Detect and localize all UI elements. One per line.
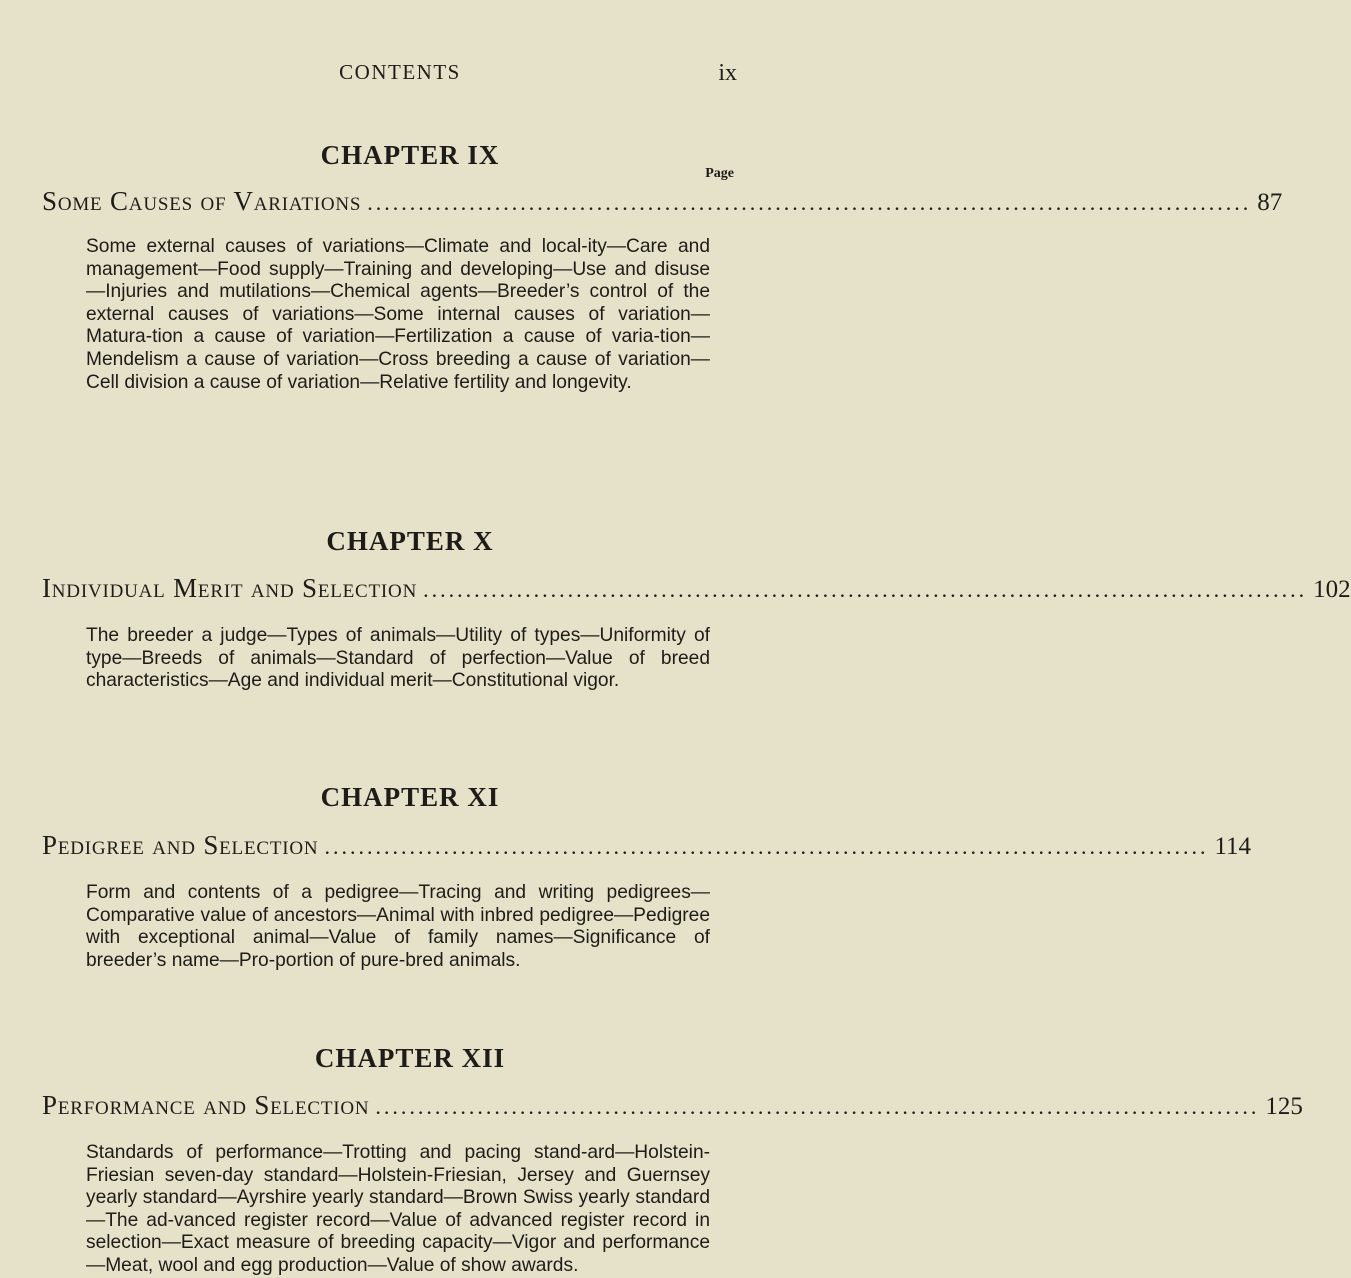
chapter-summary: Standards of performance—Trotting and pacing stand-ard—Holstein-Friesian seven-day standard—Holstein-Friesian, Jersey and Guernsey yearly standard—Ayrshire yearly standard—Brown Swiss yearly standard—The ad-vanced register record—Value of advanced register record in selection—Exact measure of breeding capacity—Vigor and performance—Meat, wool and egg production—Value of show awards. [86, 1142, 710, 1276]
chapter-heading [0, 1043, 800, 1074]
page-column-label: Page [705, 166, 734, 181]
running-head-title: CONTENTS [339, 60, 461, 84]
chapter-summary: Form and contents of a pedigree—Tracing and writing pedigrees—Comparative value of ancestors—Animal with inbred pedigree—Pedigree with exceptional animal—Value of family names—Significance of breeder’s name—Pro-portion of pure-bred animals. [86, 882, 710, 971]
chapter-number: CHAPTER XII [314, 1043, 506, 1073]
chapter-heading [0, 782, 800, 813]
chapter-heading [0, 526, 800, 557]
toc-entry[interactable] [42, 1090, 1303, 1124]
chapter-title: Pedigree and Selection [42, 830, 319, 860]
chapter-page: 114 [1214, 833, 1252, 860]
chapter-page: 87 [1257, 189, 1283, 216]
dot-leader: ........................................................................................................ [375, 1094, 1260, 1119]
chapter-page: 102 [1313, 576, 1351, 603]
toc-entry[interactable] [42, 830, 1252, 864]
toc-entry[interactable] [42, 186, 1283, 220]
chapter-page: 125 [1265, 1093, 1303, 1120]
toc-entry[interactable] [42, 573, 1351, 607]
running-head [0, 60, 800, 92]
dot-leader: ........................................................................................................ [423, 577, 1308, 602]
chapter-heading [0, 140, 800, 171]
chapter-title: Some Causes of Variations [42, 186, 362, 216]
chapter-number: CHAPTER XI [320, 782, 500, 812]
dot-leader: ........................................................................................................ [324, 834, 1209, 859]
chapter-title: Individual Merit and Selection [42, 573, 418, 603]
page-number: ix [718, 60, 737, 86]
dot-leader: ........................................................................................................ [367, 190, 1252, 215]
chapter-number: CHAPTER IX [320, 140, 500, 170]
chapter-title: Performance and Selection [42, 1090, 370, 1120]
chapter-summary: Some external causes of variations—Climate and local-ity—Care and management—Food supply—Training and developing—Use and disuse—Injuries and mutilations—Chemical agents—Breeder’s control of the external causes of variations—Some internal causes of variation—Matura-tion a cause of variation—Fertilization a cause of varia-tion—Mendelism a cause of variation—Cross breeding a cause of variation—Cell division a cause of variation—Relative fertility and longevity. [86, 236, 710, 393]
chapter-summary: The breeder a judge—Types of animals—Utility of types—Uniformity of type—Breeds of animals—Standard of perfection—Value of breed characteristics—Age and individual merit—Constitutional vigor. [86, 625, 710, 692]
chapter-number: CHAPTER X [326, 526, 494, 556]
